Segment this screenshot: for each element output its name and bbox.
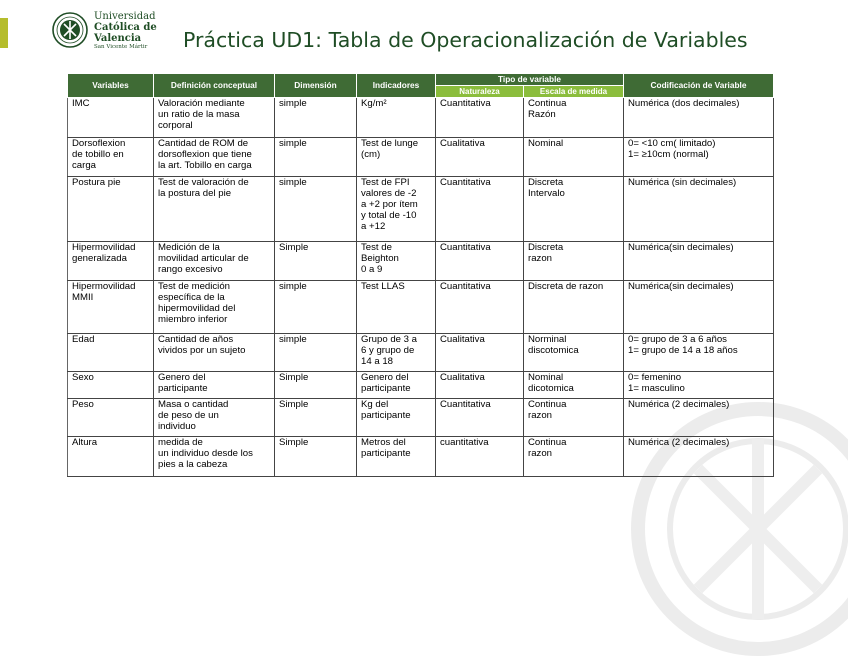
table-row	[68, 138, 774, 177]
cell-codificacion: 0= femenino 1= masculino	[624, 372, 774, 399]
cell-escala: Continua razon	[524, 399, 624, 437]
header-indicadores: Indicadores	[357, 74, 436, 98]
cell-codificacion: Numérica (2 decimales)	[624, 399, 774, 437]
cell-codificacion: 0= <10 cm( limitado) 1= ≥10cm (normal)	[624, 138, 774, 177]
cell-variable: Postura pie	[68, 177, 154, 242]
cell-escala: Norminal discotomica	[524, 334, 624, 372]
cell-dimension: Simple	[275, 372, 357, 399]
cell-definicion: Valoración mediante un ratio de la masa corporal	[154, 98, 275, 138]
header-variables: Variables	[68, 74, 154, 98]
cell-dimension: simple	[275, 281, 357, 334]
cell-codificacion: Numérica(sin decimales)	[624, 242, 774, 281]
cell-variable: Peso	[68, 399, 154, 437]
cell-escala: Discreta de razon	[524, 281, 624, 334]
cell-variable: Dorsoflexion de tobillo en carga	[68, 138, 154, 177]
cell-naturaleza: Cuantitativa	[436, 98, 524, 138]
cell-naturaleza: Cuantitativa	[436, 177, 524, 242]
cell-codificacion: Numérica(sin decimales)	[624, 281, 774, 334]
cell-naturaleza: Cuantitativa	[436, 242, 524, 281]
cell-variable: IMC	[68, 98, 154, 138]
header-codificacion: Codificación de Variable	[624, 74, 774, 98]
cell-variable: Hipermovilidad generalizada	[68, 242, 154, 281]
table-row	[68, 372, 774, 399]
logo-line-1: Universidad	[94, 11, 156, 22]
cell-dimension: simple	[275, 138, 357, 177]
cell-dimension: simple	[275, 177, 357, 242]
header-definicion: Definición conceptual	[154, 74, 275, 98]
accent-bar	[0, 18, 8, 48]
page-title: Práctica UD1: Tabla de Operacionalización de Variables	[183, 28, 748, 52]
cell-indicadores: Test LLAS	[357, 281, 436, 334]
table-row	[68, 437, 774, 477]
cell-indicadores: Kg/m²	[357, 98, 436, 138]
cell-definicion: Genero del participante	[154, 372, 275, 399]
cell-variable: Edad	[68, 334, 154, 372]
logo-line-2: Católica de	[94, 22, 157, 33]
cell-naturaleza: Cualitativa	[436, 138, 524, 177]
cell-indicadores: Genero del participante	[357, 372, 436, 399]
table-row	[68, 334, 774, 372]
logo-line-3: Valencia	[94, 33, 142, 44]
cell-naturaleza: Cualitativa	[436, 334, 524, 372]
cell-codificacion: Numérica (sin decimales)	[624, 177, 774, 242]
header-naturaleza: Naturaleza	[436, 86, 524, 98]
cell-indicadores: Grupo de 3 a 6 y grupo de 14 a 18	[357, 334, 436, 372]
cell-definicion: medida de un individuo desde los pies a la cabeza	[154, 437, 275, 477]
university-seal-icon	[52, 12, 88, 48]
cell-indicadores: Metros del participante	[357, 437, 436, 477]
header-tipo-variable: Tipo de variable	[436, 74, 624, 86]
cell-escala: Nominal	[524, 138, 624, 177]
cell-definicion: Cantidad de años vividos por un sujeto	[154, 334, 275, 372]
cell-escala: Continua razon	[524, 437, 624, 477]
cell-definicion: Test de medición específica de la hipermovilidad del miembro inferior	[154, 281, 275, 334]
cell-variable: Altura	[68, 437, 154, 477]
cell-codificacion: 0= grupo de 3 a 6 años 1= grupo de 14 a 18 años	[624, 334, 774, 372]
cell-definicion: Masa o cantidad de peso de un individuo	[154, 399, 275, 437]
cell-dimension: Simple	[275, 399, 357, 437]
variables-table	[67, 73, 774, 477]
table-row	[68, 98, 774, 138]
cell-naturaleza: Cuantitativa	[436, 281, 524, 334]
table-row	[68, 399, 774, 437]
cell-definicion: Test de valoración de la postura del pie	[154, 177, 275, 242]
cell-naturaleza: Cualitativa	[436, 372, 524, 399]
cell-naturaleza: cuantitativa	[436, 437, 524, 477]
cell-dimension: simple	[275, 334, 357, 372]
header-escala: Escala de medida	[524, 86, 624, 98]
university-logo	[52, 12, 157, 51]
cell-indicadores: Test de lunge (cm)	[357, 138, 436, 177]
cell-dimension: simple	[275, 98, 357, 138]
cell-escala: Discreta razon	[524, 242, 624, 281]
cell-dimension: Simple	[275, 437, 357, 477]
cell-variable: Sexo	[68, 372, 154, 399]
table-row	[68, 281, 774, 334]
cell-naturaleza: Cuantitativa	[436, 399, 524, 437]
cell-codificacion: Numérica (dos decimales)	[624, 98, 774, 138]
cell-definicion: Cantidad de ROM de dorsoflexion que tiene la art. Tobillo en carga	[154, 138, 275, 177]
cell-indicadores: Test de Beighton 0 a 9	[357, 242, 436, 281]
header-dimension: Dimensión	[275, 74, 357, 98]
cell-indicadores: Kg del participante	[357, 399, 436, 437]
cell-dimension: Simple	[275, 242, 357, 281]
logo-line-4: San Vicente Mártir	[94, 44, 148, 50]
cell-escala: Nominal dicotomica	[524, 372, 624, 399]
cell-codificacion: Numérica (2 decimales)	[624, 437, 774, 477]
cell-variable: Hipermovilidad MMII	[68, 281, 154, 334]
cell-escala: Discreta Intervalo	[524, 177, 624, 242]
table-row	[68, 242, 774, 281]
cell-escala: Continua Razón	[524, 98, 624, 138]
cell-definicion: Medición de la movilidad articular de rango excesivo	[154, 242, 275, 281]
table-row	[68, 177, 774, 242]
cell-indicadores: Test de FPI valores de -2 a +2 por ítem y total de -10 a +12	[357, 177, 436, 242]
